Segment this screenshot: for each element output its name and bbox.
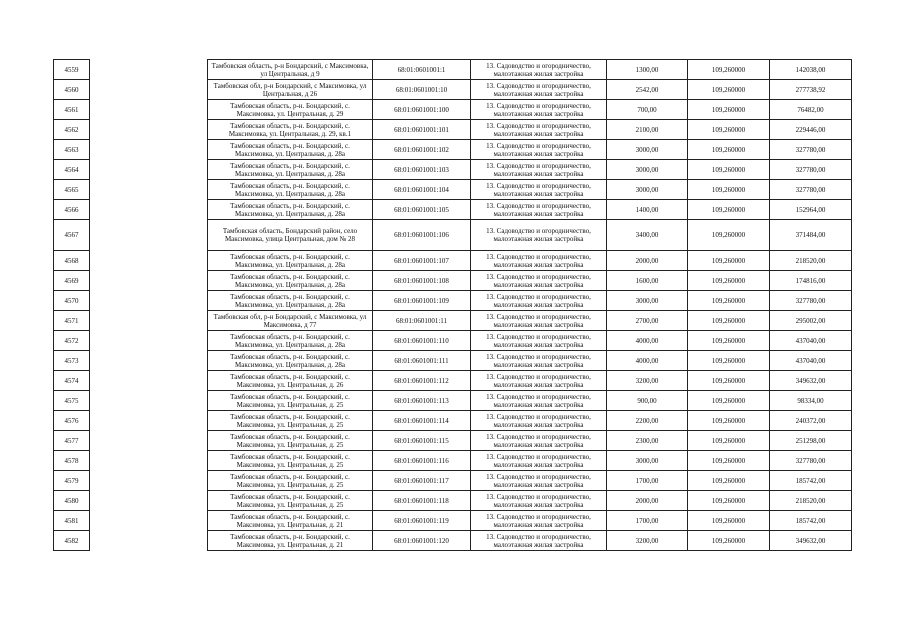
row-number-cell: 4560 [54, 80, 90, 100]
address-cell: Тамбовская область, р-н. Бондарский, с. Максимовка, ул. Центральная, д. 21 [208, 511, 373, 531]
cadastral-number-cell: 68:01:0601001:11 [373, 311, 471, 331]
land-use-cell: 13. Садоводство и огородничество, малоэтажная жилая застройка [471, 291, 607, 311]
address-cell: Тамбовская область, р-н. Бондарский, с. Максимовка, ул. Центральная, д. 28а [208, 351, 373, 371]
address-cell: Тамбовская область, Бондарский район, село Максимовка, улица Центральная, дом № 28 [208, 220, 373, 251]
gap-cell [90, 471, 208, 491]
cadastral-number-cell: 68:01:0601001:112 [373, 371, 471, 391]
gap-cell [90, 220, 208, 251]
rate-cell: 109,260000 [688, 60, 770, 80]
area-cell: 1300,00 [607, 60, 688, 80]
row-number-cell: 4576 [54, 411, 90, 431]
rate-cell: 109,260000 [688, 491, 770, 511]
land-use-cell: 13. Садоводство и огородничество, малоэтажная жилая застройка [471, 531, 607, 551]
land-use-cell: 13. Садоводство и огородничество, малоэтажная жилая застройка [471, 331, 607, 351]
cadastral-value-cell: 240372,00 [770, 411, 852, 431]
row-number-cell: 4559 [54, 60, 90, 80]
cadastral-number-cell: 68:01:0601001:102 [373, 140, 471, 160]
land-register-table [53, 59, 852, 551]
row-number-cell: 4579 [54, 471, 90, 491]
area-cell: 4000,00 [607, 351, 688, 371]
cadastral-number-cell: 68:01:0601001:113 [373, 391, 471, 411]
cadastral-value-cell: 327780,00 [770, 160, 852, 180]
table-row [54, 140, 852, 160]
area-cell: 1700,00 [607, 511, 688, 531]
address-cell: Тамбовская область, р-н Бондарский, с Максимовка, ул Центральная, д 9 [208, 60, 373, 80]
row-number-cell: 4565 [54, 180, 90, 200]
table-row [54, 311, 852, 331]
address-cell: Тамбовская область, р-н. Бондарский, с. Максимовка, ул. Центральная, д. 25 [208, 391, 373, 411]
row-number-cell: 4571 [54, 311, 90, 331]
gap-cell [90, 391, 208, 411]
rate-cell: 109,260000 [688, 311, 770, 331]
address-cell: Тамбовская область, р-н. Бондарский, с. Максимовка, ул. Центральная, д. 25 [208, 411, 373, 431]
cadastral-number-cell: 68:01:0601001:118 [373, 491, 471, 511]
cadastral-value-cell: 185742,00 [770, 511, 852, 531]
address-cell: Тамбовская область, р-н. Бондарский, с. Максимовка, ул. Центральная, д. 21 [208, 531, 373, 551]
rate-cell: 109,260000 [688, 200, 770, 220]
cadastral-value-cell: 277738,92 [770, 80, 852, 100]
rate-cell: 109,260000 [688, 511, 770, 531]
cadastral-value-cell: 327780,00 [770, 291, 852, 311]
rate-cell: 109,260000 [688, 451, 770, 471]
area-cell: 4000,00 [607, 331, 688, 351]
land-use-cell: 13. Садоводство и огородничество, малоэтажная жилая застройка [471, 80, 607, 100]
table-row [54, 271, 852, 291]
cadastral-value-cell: 185742,00 [770, 471, 852, 491]
land-use-cell: 13. Садоводство и огородничество, малоэтажная жилая застройка [471, 351, 607, 371]
cadastral-value-cell: 218520,00 [770, 491, 852, 511]
land-use-cell: 13. Садоводство и огородничество, малоэтажная жилая застройка [471, 491, 607, 511]
cadastral-value-cell: 371484,00 [770, 220, 852, 251]
cadastral-number-cell: 68:01:0601001:119 [373, 511, 471, 531]
area-cell: 3200,00 [607, 531, 688, 551]
row-number-cell: 4581 [54, 511, 90, 531]
land-use-cell: 13. Садоводство и огородничество, малоэтажная жилая застройка [471, 100, 607, 120]
cadastral-number-cell: 68:01:0601001:1 [373, 60, 471, 80]
address-cell: Тамбовская область, р-н. Бондарский, с. Максимовка, ул. Центральная, д. 28а [208, 271, 373, 291]
cadastral-number-cell: 68:01:0601001:10 [373, 80, 471, 100]
land-use-cell: 13. Садоводство и огородничество, малоэтажная жилая застройка [471, 411, 607, 431]
cadastral-value-cell: 327780,00 [770, 140, 852, 160]
rate-cell: 109,260000 [688, 140, 770, 160]
land-use-cell: 13. Садоводство и огородничество, малоэтажная жилая застройка [471, 180, 607, 200]
cadastral-value-cell: 218520,00 [770, 251, 852, 271]
gap-cell [90, 120, 208, 140]
address-cell: Тамбовская область, р-н. Бондарский, с. Максимовка, ул. Центральная, д. 29, кв.1 [208, 120, 373, 140]
gap-cell [90, 271, 208, 291]
table-row [54, 371, 852, 391]
gap-cell [90, 451, 208, 471]
row-number-cell: 4582 [54, 531, 90, 551]
rate-cell: 109,260000 [688, 391, 770, 411]
area-cell: 3000,00 [607, 180, 688, 200]
cadastral-number-cell: 68:01:0601001:114 [373, 411, 471, 431]
row-number-cell: 4566 [54, 200, 90, 220]
gap-cell [90, 140, 208, 160]
cadastral-value-cell: 251298,00 [770, 431, 852, 451]
cadastral-number-cell: 68:01:0601001:104 [373, 180, 471, 200]
cadastral-value-cell: 327780,00 [770, 451, 852, 471]
gap-cell [90, 60, 208, 80]
rate-cell: 109,260000 [688, 531, 770, 551]
row-number-cell: 4567 [54, 220, 90, 251]
area-cell: 1400,00 [607, 200, 688, 220]
row-number-cell: 4568 [54, 251, 90, 271]
table-row [54, 80, 852, 100]
address-cell: Тамбовская область, р-н. Бондарский, с. Максимовка, ул. Центральная, д. 28а [208, 331, 373, 351]
land-use-cell: 13. Садоводство и огородничество, малоэтажная жилая застройка [471, 60, 607, 80]
area-cell: 1700,00 [607, 471, 688, 491]
row-number-cell: 4562 [54, 120, 90, 140]
land-use-cell: 13. Садоводство и огородничество, малоэтажная жилая застройка [471, 220, 607, 251]
area-cell: 2000,00 [607, 251, 688, 271]
cadastral-number-cell: 68:01:0601001:103 [373, 160, 471, 180]
gap-cell [90, 200, 208, 220]
table-row [54, 451, 852, 471]
cadastral-value-cell: 295002,00 [770, 311, 852, 331]
area-cell: 3400,00 [607, 220, 688, 251]
cadastral-number-cell: 68:01:0601001:108 [373, 271, 471, 291]
cadastral-number-cell: 68:01:0601001:101 [373, 120, 471, 140]
cadastral-value-cell: 349632,00 [770, 371, 852, 391]
land-use-cell: 13. Садоводство и огородничество, малоэтажная жилая застройка [471, 200, 607, 220]
table-row [54, 200, 852, 220]
table-row [54, 391, 852, 411]
row-number-cell: 4572 [54, 331, 90, 351]
cadastral-number-cell: 68:01:0601001:107 [373, 251, 471, 271]
row-number-cell: 4563 [54, 140, 90, 160]
cadastral-value-cell: 437040,00 [770, 331, 852, 351]
cadastral-number-cell: 68:01:0601001:116 [373, 451, 471, 471]
table-row [54, 351, 852, 371]
table-row [54, 251, 852, 271]
rate-cell: 109,260000 [688, 411, 770, 431]
land-use-cell: 13. Садоводство и огородничество, малоэтажная жилая застройка [471, 431, 607, 451]
gap-cell [90, 511, 208, 531]
area-cell: 900,00 [607, 391, 688, 411]
rate-cell: 109,260000 [688, 331, 770, 351]
cadastral-value-cell: 76482,00 [770, 100, 852, 120]
rate-cell: 109,260000 [688, 80, 770, 100]
address-cell: Тамбовская обл, р-н Бондарский, с Максимовка, ул Центральная, д 26 [208, 80, 373, 100]
cadastral-number-cell: 68:01:0601001:109 [373, 291, 471, 311]
address-cell: Тамбовская область, р-н. Бондарский, с. Максимовка, ул. Центральная, д. 28а [208, 160, 373, 180]
land-use-cell: 13. Садоводство и огородничество, малоэтажная жилая застройка [471, 271, 607, 291]
table-row [54, 291, 852, 311]
row-number-cell: 4570 [54, 291, 90, 311]
land-use-cell: 13. Садоводство и огородничество, малоэтажная жилая застройка [471, 471, 607, 491]
row-number-cell: 4569 [54, 271, 90, 291]
rate-cell: 109,260000 [688, 251, 770, 271]
land-use-cell: 13. Садоводство и огородничество, малоэтажная жилая застройка [471, 391, 607, 411]
table-row [54, 531, 852, 551]
cadastral-value-cell: 229446,00 [770, 120, 852, 140]
rate-cell: 109,260000 [688, 180, 770, 200]
gap-cell [90, 531, 208, 551]
cadastral-number-cell: 68:01:0601001:110 [373, 331, 471, 351]
rate-cell: 109,260000 [688, 120, 770, 140]
table-row [54, 411, 852, 431]
gap-cell [90, 411, 208, 431]
rate-cell: 109,260000 [688, 100, 770, 120]
table-row [54, 180, 852, 200]
table-row [54, 60, 852, 80]
land-use-cell: 13. Садоводство и огородничество, малоэтажная жилая застройка [471, 120, 607, 140]
rate-cell: 109,260000 [688, 351, 770, 371]
gap-cell [90, 491, 208, 511]
table-row [54, 491, 852, 511]
address-cell: Тамбовская область, р-н. Бондарский, с. Максимовка, ул. Центральная, д. 25 [208, 491, 373, 511]
area-cell: 3000,00 [607, 160, 688, 180]
gap-cell [90, 311, 208, 331]
area-cell: 2100,00 [607, 120, 688, 140]
area-cell: 2200,00 [607, 411, 688, 431]
gap-cell [90, 100, 208, 120]
rate-cell: 109,260000 [688, 371, 770, 391]
area-cell: 3000,00 [607, 140, 688, 160]
address-cell: Тамбовская область, р-н. Бондарский, с. Максимовка, ул. Центральная, д. 28а [208, 251, 373, 271]
cadastral-value-cell: 327780,00 [770, 180, 852, 200]
cadastral-number-cell: 68:01:0601001:115 [373, 431, 471, 451]
table-row [54, 511, 852, 531]
area-cell: 2700,00 [607, 311, 688, 331]
rate-cell: 109,260000 [688, 291, 770, 311]
area-cell: 3000,00 [607, 451, 688, 471]
rate-cell: 109,260000 [688, 471, 770, 491]
area-cell: 3000,00 [607, 291, 688, 311]
row-number-cell: 4573 [54, 351, 90, 371]
gap-cell [90, 80, 208, 100]
rate-cell: 109,260000 [688, 220, 770, 251]
cadastral-value-cell: 152964,00 [770, 200, 852, 220]
cadastral-number-cell: 68:01:0601001:117 [373, 471, 471, 491]
address-cell: Тамбовская область, р-н. Бондарский, с. Максимовка, ул. Центральная, д. 28а [208, 200, 373, 220]
area-cell: 2542,00 [607, 80, 688, 100]
cadastral-number-cell: 68:01:0601001:111 [373, 351, 471, 371]
cadastral-value-cell: 98334,00 [770, 391, 852, 411]
gap-cell [90, 431, 208, 451]
gap-cell [90, 331, 208, 351]
gap-cell [90, 291, 208, 311]
cadastral-value-cell: 174816,00 [770, 271, 852, 291]
gap-cell [90, 351, 208, 371]
address-cell: Тамбовская область, р-н. Бондарский, с. Максимовка, ул. Центральная, д. 28а [208, 291, 373, 311]
address-cell: Тамбовская обл, р-н Бондарский, с Максимовка, ул Максимовка, д 77 [208, 311, 373, 331]
cadastral-value-cell: 142038,00 [770, 60, 852, 80]
row-number-cell: 4561 [54, 100, 90, 120]
row-number-cell: 4580 [54, 491, 90, 511]
address-cell: Тамбовская область, р-н. Бондарский, с. Максимовка, ул. Центральная, д. 25 [208, 451, 373, 471]
rate-cell: 109,260000 [688, 160, 770, 180]
area-cell: 2300,00 [607, 431, 688, 451]
table-row [54, 220, 852, 251]
gap-cell [90, 160, 208, 180]
land-use-cell: 13. Садоводство и огородничество, малоэтажная жилая застройка [471, 371, 607, 391]
table-row [54, 471, 852, 491]
cadastral-number-cell: 68:01:0601001:106 [373, 220, 471, 251]
table-row [54, 331, 852, 351]
row-number-cell: 4564 [54, 160, 90, 180]
area-cell: 700,00 [607, 100, 688, 120]
area-cell: 2000,00 [607, 491, 688, 511]
land-use-cell: 13. Садоводство и огородничество, малоэтажная жилая застройка [471, 140, 607, 160]
land-use-cell: 13. Садоводство и огородничество, малоэтажная жилая застройка [471, 251, 607, 271]
cadastral-number-cell: 68:01:0601001:105 [373, 200, 471, 220]
address-cell: Тамбовская область, р-н. Бондарский, с. Максимовка, ул. Центральная, д. 25 [208, 471, 373, 491]
cadastral-value-cell: 349632,00 [770, 531, 852, 551]
row-number-cell: 4577 [54, 431, 90, 451]
table-row [54, 431, 852, 451]
area-cell: 3200,00 [607, 371, 688, 391]
land-use-cell: 13. Садоводство и огородничество, малоэтажная жилая застройка [471, 511, 607, 531]
cadastral-number-cell: 68:01:0601001:120 [373, 531, 471, 551]
gap-cell [90, 371, 208, 391]
address-cell: Тамбовская область, р-н. Бондарский, с. Максимовка, ул. Центральная, д. 26 [208, 371, 373, 391]
table-row [54, 160, 852, 180]
address-cell: Тамбовская область, р-н. Бондарский, с. Максимовка, ул. Центральная, д. 28а [208, 140, 373, 160]
address-cell: Тамбовская область, р-н. Бондарский, с. Максимовка, ул. Центральная, д. 25 [208, 431, 373, 451]
land-use-cell: 13. Садоводство и огородничество, малоэтажная жилая застройка [471, 160, 607, 180]
cadastral-value-cell: 437040,00 [770, 351, 852, 371]
address-cell: Тамбовская область, р-н. Бондарский, с. Максимовка, ул. Центральная, д. 29 [208, 100, 373, 120]
row-number-cell: 4574 [54, 371, 90, 391]
cadastral-number-cell: 68:01:0601001:100 [373, 100, 471, 120]
table-row [54, 120, 852, 140]
gap-cell [90, 180, 208, 200]
land-use-cell: 13. Садоводство и огородничество, малоэтажная жилая застройка [471, 311, 607, 331]
rate-cell: 109,260000 [688, 431, 770, 451]
gap-cell [90, 251, 208, 271]
table-row [54, 100, 852, 120]
area-cell: 1600,00 [607, 271, 688, 291]
land-use-cell: 13. Садоводство и огородничество, малоэтажная жилая застройка [471, 451, 607, 471]
address-cell: Тамбовская область, р-н. Бондарский, с. Максимовка, ул. Центральная, д. 28а [208, 180, 373, 200]
row-number-cell: 4578 [54, 451, 90, 471]
row-number-cell: 4575 [54, 391, 90, 411]
rate-cell: 109,260000 [688, 271, 770, 291]
